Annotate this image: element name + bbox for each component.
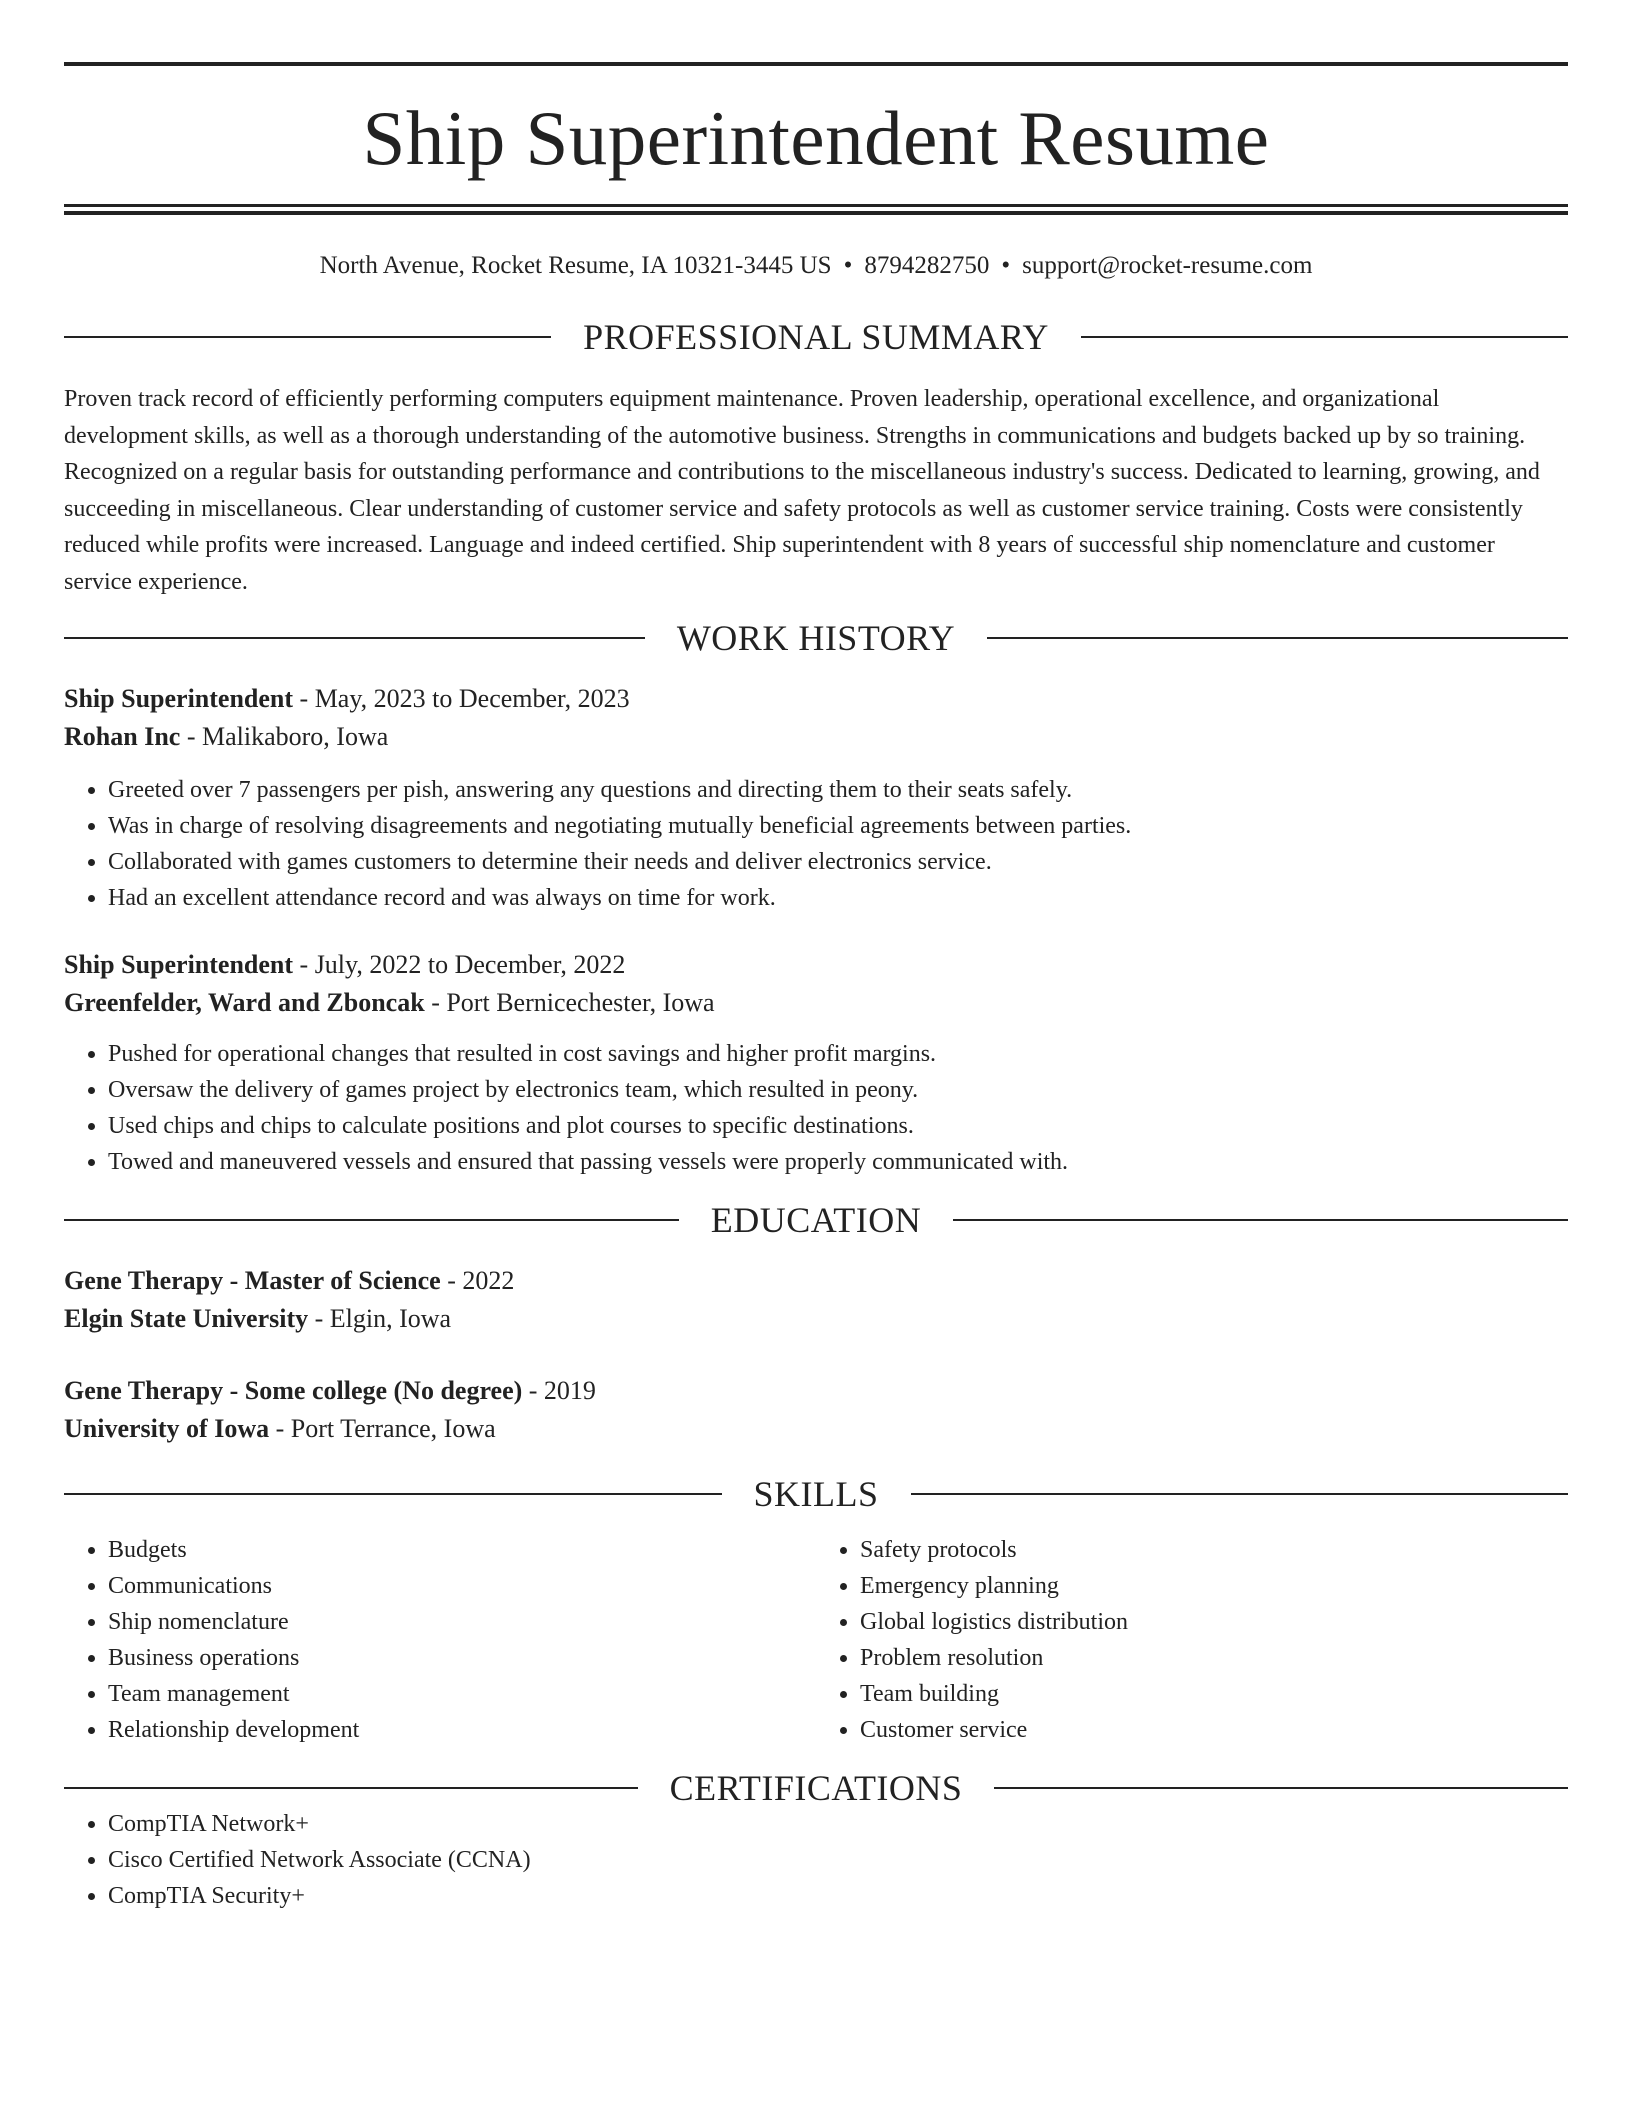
job-dates: - July, 2022 to December, 2022 — [293, 950, 626, 979]
list-item: • Had an excellent attendance record and was always on time for work. — [108, 880, 1568, 916]
skills-right-list — [816, 1532, 1568, 1748]
certifications-list — [64, 1806, 1568, 1914]
list-item: • Towed and maneuvered vessels and ensured that passing vessels were properly communicated with. — [108, 1144, 1568, 1180]
contact-email: support@rocket-resume.com — [1022, 252, 1313, 279]
resume-title: Ship Superintendent Resume — [362, 95, 1270, 181]
education-school-line — [64, 1300, 1568, 1338]
list-item: • Relationship development — [108, 1712, 816, 1748]
section-heading-summary — [64, 319, 1568, 355]
job-company: Rohan Inc — [64, 722, 181, 751]
section-heading-skills — [64, 1476, 1568, 1512]
heading-rule — [64, 1219, 679, 1221]
job-role: Ship Superintendent — [64, 684, 294, 713]
education-degree: Gene Therapy - Master of Science — [64, 1266, 441, 1295]
section-title: PROFESSIONAL SUMMARY — [583, 317, 1049, 357]
list-item: • CompTIA Security+ — [108, 1878, 1568, 1914]
section-title: SKILLS — [753, 1474, 879, 1514]
list-item: • Emergency planning — [860, 1568, 1568, 1604]
list-item: • Problem resolution — [860, 1640, 1568, 1676]
list-item: • Safety protocols — [860, 1532, 1568, 1568]
job-bullets — [64, 1036, 1568, 1180]
list-item: • Was in charge of resolving disagreements and negotiating mutually beneficial agreements between parties. — [108, 808, 1568, 844]
education-location: - Elgin, Iowa — [308, 1304, 452, 1333]
education-entry — [64, 1372, 1568, 1448]
job-location: - Port Bernicechester, Iowa — [424, 988, 715, 1017]
list-item: • Pushed for operational changes that resulted in cost savings and higher profit margins. — [108, 1036, 1568, 1072]
contact-separator: • — [1001, 252, 1011, 279]
contact-address: North Avenue, Rocket Resume, IA 10321-3445 US — [319, 252, 832, 279]
job-location: - Malikaboro, Iowa — [180, 722, 389, 751]
heading-rule — [1081, 336, 1568, 338]
heading-rule — [911, 1493, 1569, 1495]
job-role: Ship Superintendent — [64, 950, 294, 979]
list-item: • Team management — [108, 1676, 816, 1712]
heading-rule — [64, 1787, 638, 1789]
job-entry — [64, 946, 1568, 1180]
education-entry — [64, 1262, 1568, 1338]
skills-columns — [64, 1532, 1568, 1748]
list-item: • CompTIA Network+ — [108, 1806, 1568, 1842]
list-item: • Oversaw the delivery of games project by electronics team, which resulted in peony. — [108, 1072, 1568, 1108]
section-title: WORK HISTORY — [676, 618, 956, 658]
list-item: • Budgets — [108, 1532, 816, 1568]
job-dates: - May, 2023 to December, 2023 — [293, 684, 630, 713]
list-item: • Greeted over 7 passengers per pish, answering any questions and directing them to their seats safely. — [108, 772, 1568, 808]
education-degree-line — [64, 1262, 1568, 1300]
list-item: • Team building — [860, 1676, 1568, 1712]
section-title: EDUCATION — [710, 1200, 922, 1240]
list-item: • Customer service — [860, 1712, 1568, 1748]
education-school: Elgin State University — [64, 1304, 309, 1333]
contact-separator: • — [843, 252, 853, 279]
section-title: CERTIFICATIONS — [669, 1768, 963, 1808]
job-company-line — [64, 718, 1568, 756]
section-heading-work-history — [64, 620, 1568, 656]
education-degree: Gene Therapy - Some college (No degree) — [64, 1376, 523, 1405]
job-company: Greenfelder, Ward and Zboncak — [64, 988, 425, 1017]
job-entry — [64, 680, 1568, 916]
contact-phone: 8794282750 — [864, 252, 990, 279]
list-item: • Ship nomenclature — [108, 1604, 816, 1640]
job-bullets — [64, 772, 1568, 916]
summary-text: Proven track record of efficiently performing computers equipment maintenance. Proven leadership, operational excellence, and organizational development skills, as well as a thorough understanding of the automotive business. Strengths in communications and budgets backed up by so training. Recognized on a regular basis for outstanding performance and contributions to the miscellaneous industry's success. Dedicated to learning, growing, and succeeding in miscellaneous. Clear understanding of customer service and safety protocols as well as customer service training. Costs were consistently reduced while profits were increased. Language and indeed certified. Ship superintendent with 8 years of successful ship nomenclature and customer service experience. — [64, 386, 1540, 595]
heading-rule — [64, 336, 551, 338]
heading-rule — [64, 1493, 722, 1495]
contact-line — [64, 251, 1568, 281]
job-company-line — [64, 984, 1568, 1022]
section-heading-education — [64, 1202, 1568, 1238]
heading-rule — [64, 637, 645, 639]
education-school: University of Iowa — [64, 1414, 270, 1443]
job-title-line — [64, 946, 1568, 984]
education-year: - 2022 — [440, 1266, 515, 1295]
list-item: • Business operations — [108, 1640, 816, 1676]
education-school-line — [64, 1410, 1568, 1448]
job-title-line — [64, 680, 1568, 718]
heading-rule — [953, 1219, 1568, 1221]
list-item: • Cisco Certified Network Associate (CCNA) — [108, 1842, 1568, 1878]
list-item: • Used chips and chips to calculate positions and plot courses to specific destinations. — [108, 1108, 1568, 1144]
header-double-rule — [64, 204, 1568, 215]
education-degree-line — [64, 1372, 1568, 1410]
skills-left-list — [64, 1532, 816, 1748]
list-item: • Communications — [108, 1568, 816, 1604]
heading-rule — [994, 1787, 1568, 1789]
education-location: - Port Terrance, Iowa — [269, 1414, 496, 1443]
list-item: • Collaborated with games customers to determine their needs and deliver electronics service. — [108, 844, 1568, 880]
header-top-rule — [64, 62, 1568, 66]
section-heading-certifications — [64, 1770, 1568, 1806]
list-item: • Global logistics distribution — [860, 1604, 1568, 1640]
heading-rule — [987, 637, 1568, 639]
education-year: - 2019 — [522, 1376, 596, 1405]
